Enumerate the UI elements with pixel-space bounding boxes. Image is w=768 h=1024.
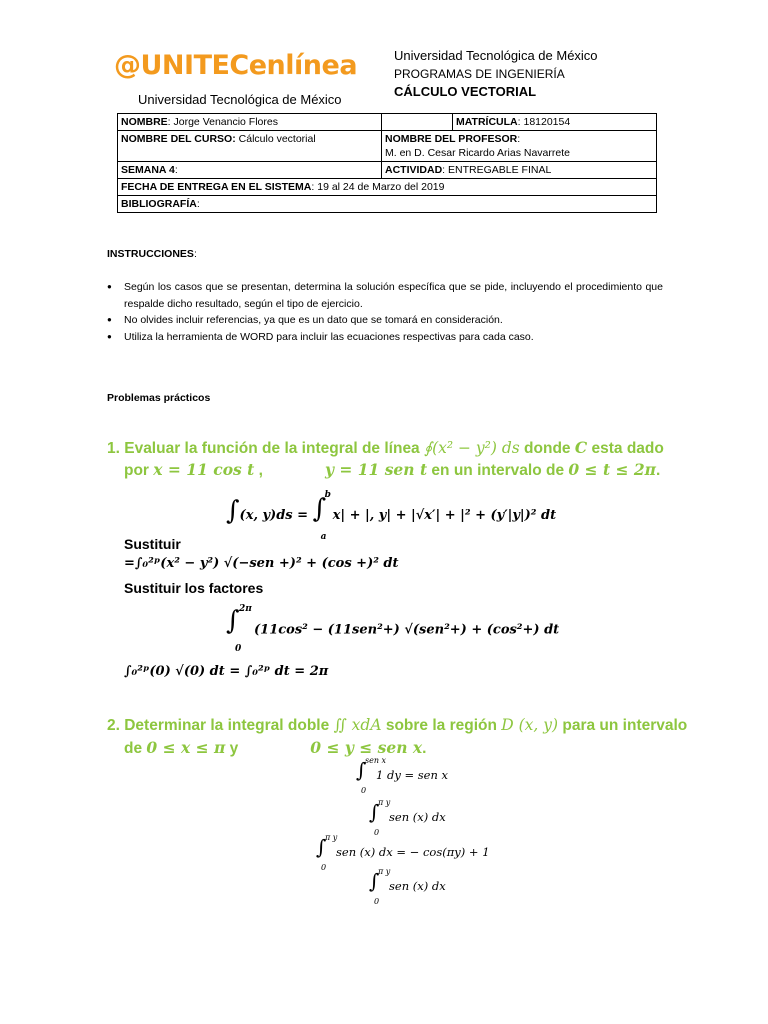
problem2-statement-line2: de 0 ≤ x ≤ π y 0 ≤ y ≤ sen x. <box>124 738 427 757</box>
sustituir-factores-label: Sustituir los factores <box>124 580 264 596</box>
instructions-title: INSTRUCCIONES: <box>107 248 197 260</box>
list-item: ● Utiliza la herramienta de WORD para incluir las ecuaciones respectivas para cada caso. <box>107 329 663 346</box>
student-info-table <box>117 113 657 213</box>
cell-semana: SEMANA 4: <box>118 162 382 179</box>
cell-curso: NOMBRE DEL CURSO: Cálculo vectorial <box>118 131 382 162</box>
cell-actividad: ACTIVIDAD: ENTREGABLE FINAL <box>382 162 657 179</box>
cell-fecha: FECHA DE ENTREGA EN EL SISTEMA: 19 al 24 de Marzo del 2019 <box>118 179 657 196</box>
equation-dx-result: ∫ π y 0 sen (x) dx = − cos(πy) + 1 <box>316 833 490 872</box>
equation-dy: ∫ sen x 0 1 dy = sen x <box>356 756 449 795</box>
problem1-statement-line2: por x = 11 cos t , y = 11 sen t en un intervalo de 0 ≤ t ≤ 2π. <box>124 460 661 479</box>
equation-dx-1: ∫ π y 0 sen (x) dx <box>369 798 446 837</box>
sustituir-label: Sustituir <box>124 536 181 552</box>
problems-title: Problemas prácticos <box>107 392 211 404</box>
instructions-list <box>107 279 663 345</box>
cell-bibliografia: BIBLIOGRAFÍA: <box>118 196 657 213</box>
logo-unitec: UNITEC <box>140 50 249 81</box>
equation-factors: ∫ 2π 0 (11cos² − (11sen²+) √(sen²+) + (cos²+) dt <box>226 604 560 654</box>
university-name: Universidad Tecnológica de México <box>394 48 598 63</box>
equation-line-integral: ∫(x, y)ds = ∫ b a x| + |, y| + |√x′| + |² + (y′|y|)² dt <box>226 489 557 542</box>
equation-result: ∫₀²ᵖ(0) √(0) dt = ∫₀²ᵖ dt = 2π <box>124 664 329 679</box>
equation-dx-2: ∫ π y 0 sen (x) dx <box>369 867 446 906</box>
problem2-statement-line1: 2. Determinar la integral doble ∬ xdA sobre la región D (x, y) para un intervalo <box>107 716 688 734</box>
list-item: ● No olvides incluir referencias, ya que es un dato que se tomará en consideración. <box>107 312 663 329</box>
equation-substitute: =∫₀²ᵖ(x² − y²) √(−sen +)² + (cos +)² dt <box>124 556 399 571</box>
logo-subtitle: Universidad Tecnológica de México <box>138 92 342 107</box>
program-name: PROGRAMAS DE INGENIERÍA <box>394 67 565 81</box>
header-right <box>394 47 598 101</box>
problem1-statement-line1: 1. Evaluar la función de la integral de línea ∮(x² − y²) ds donde C esta dado <box>107 438 664 457</box>
logo-at: @ <box>114 50 141 81</box>
logo-enlinea: enlínea <box>248 50 358 81</box>
cell-profesor: NOMBRE DEL PROFESOR: M. en D. Cesar Ricardo Arias Navarrete <box>382 131 657 162</box>
unitec-logo <box>114 50 357 84</box>
cell-nombre: NOMBRE: Jorge Venancio Flores <box>118 114 382 131</box>
list-item: ● Según los casos que se presentan, determina la solución específica que se pide, incluyendo el procedimiento que respalde dicho resultado, según el tipo de ejercicio. <box>107 279 663 312</box>
course-title: CÁLCULO VECTORIAL <box>394 84 537 99</box>
cell-matricula <box>382 114 453 131</box>
cell-matricula-value: MATRÍCULA: 18120154 <box>453 114 657 131</box>
